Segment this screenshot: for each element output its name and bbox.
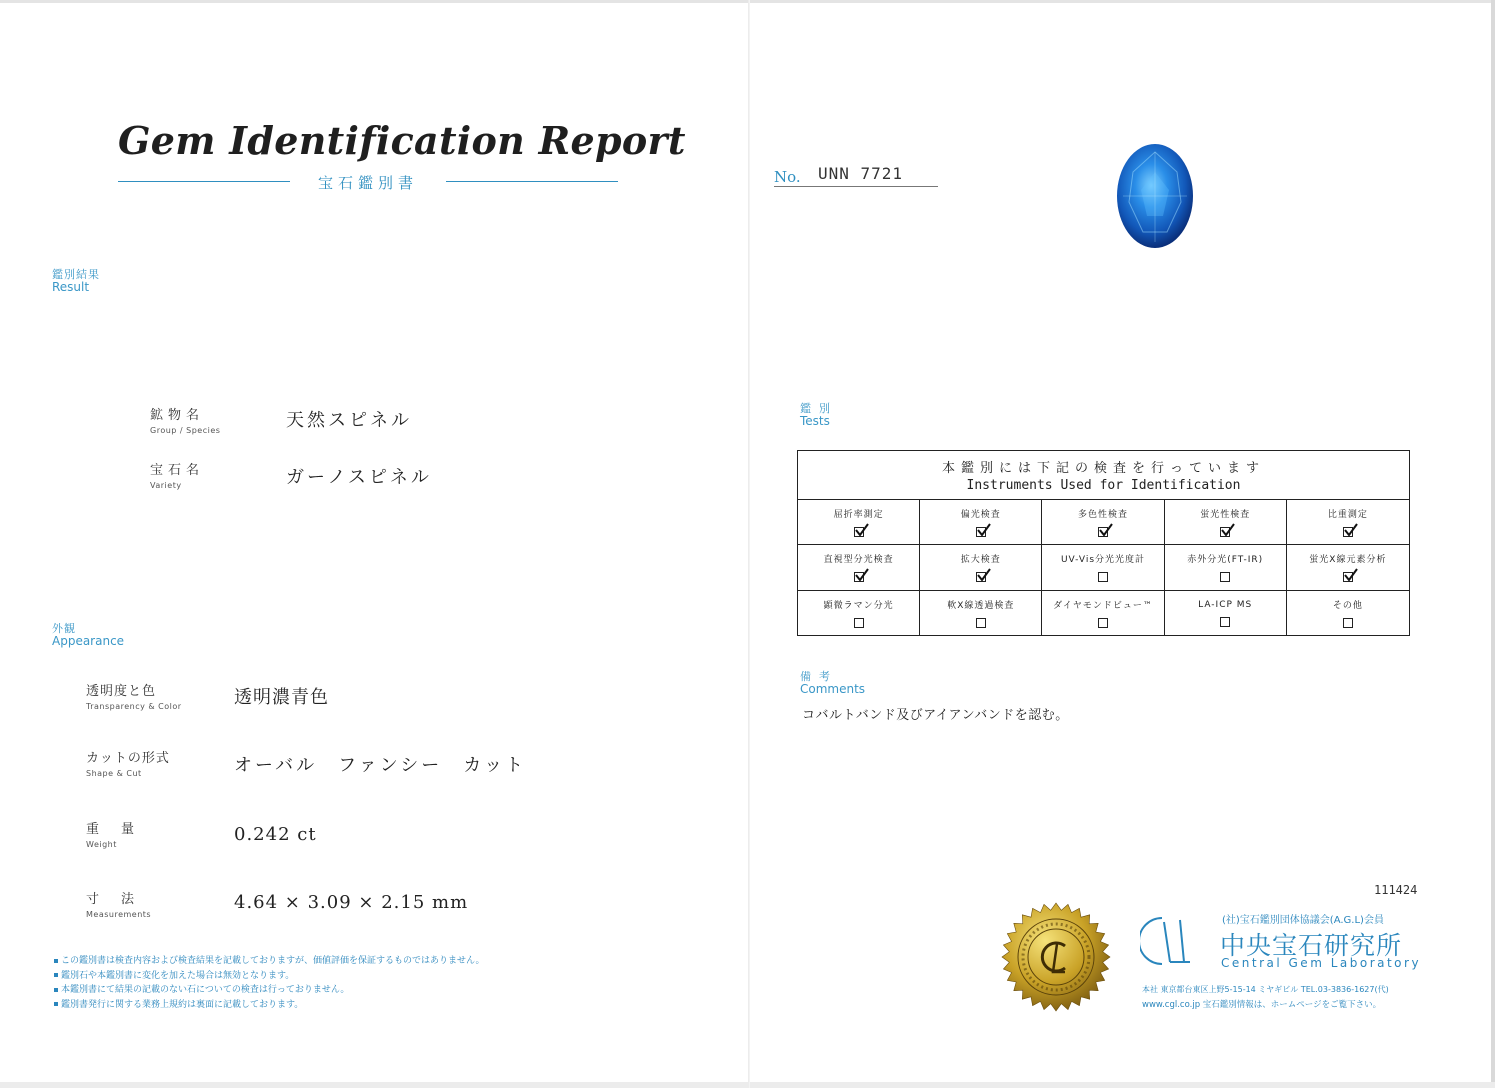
species-label — [150, 404, 220, 435]
result-section-label — [52, 268, 100, 294]
transparency-label — [86, 680, 182, 711]
test-cell — [1042, 591, 1164, 636]
lab-association: (社)宝石鑑別団体協議会(A.G.L)会員 — [1222, 915, 1384, 926]
test-name: 赤外分光(FT-IR) — [1187, 555, 1264, 566]
empty-checkbox-icon — [1220, 617, 1230, 627]
test-cell — [1042, 500, 1164, 545]
checked-checkbox-icon — [854, 572, 864, 582]
measurements-label-en: Measurements — [86, 910, 152, 919]
test-cell — [1165, 545, 1287, 590]
test-cell — [798, 545, 920, 590]
checked-checkbox-icon — [1343, 572, 1353, 582]
species-label-jp: 鉱物名 — [150, 408, 205, 423]
species-value: 天然スピネル — [286, 410, 412, 431]
cgl-logo-icon — [1140, 914, 1196, 968]
test-cell — [1287, 500, 1409, 545]
test-name: 多色性検査 — [1077, 510, 1128, 521]
report-title: Gem Identification Report — [118, 118, 686, 163]
tests-heading-jp: 本鑑別には下記の検査を行っています — [941, 461, 1265, 476]
checked-checkbox-icon — [976, 572, 986, 582]
report-subtitle-row — [118, 172, 618, 192]
empty-checkbox-icon — [1098, 618, 1108, 628]
test-cell — [798, 500, 920, 545]
report-subtitle: 宝石鑑別書 — [317, 174, 418, 192]
serial-number: 111424 — [1374, 883, 1418, 897]
test-cell — [920, 545, 1042, 590]
test-cell — [1287, 545, 1409, 590]
test-name: 顕微ラマン分光 — [823, 601, 894, 612]
appearance-label-jp: 外観 — [52, 622, 76, 635]
variety-label-en: Variety — [150, 481, 182, 490]
variety-value: ガーノスピネル — [286, 467, 432, 488]
tests-table — [797, 450, 1410, 636]
measurements-value: 4.64 × 3.09 × 2.15 mm — [234, 892, 469, 913]
species-label-en: Group / Species — [150, 426, 221, 435]
test-name: その他 — [1332, 601, 1363, 612]
test-name: 軟X線透過検査 — [947, 601, 1015, 612]
page-fold — [748, 0, 750, 1088]
disclaimer-note: 鑑別書発行に関する業務上規約は裏面に記載しております。 — [54, 998, 654, 1013]
empty-checkbox-icon — [1220, 572, 1230, 582]
test-name: 蛍光X線元素分析 — [1309, 555, 1387, 566]
shape-label — [86, 747, 170, 778]
lab-address: 本社 東京都台東区上野5-15-14 ミヤギビル TEL.03-3836-1627(代) — [1142, 985, 1389, 994]
test-name: 拡大検査 — [960, 555, 1001, 566]
tests-label-en: Tests — [800, 414, 830, 428]
checked-checkbox-icon — [1343, 527, 1353, 537]
transparency-label-en: Transparency & Color — [86, 702, 182, 711]
checked-checkbox-icon — [1220, 527, 1230, 537]
checked-checkbox-icon — [976, 527, 986, 537]
lab-name-jp: 中央宝石研究所 — [1220, 931, 1403, 960]
measurements-label-jp: 寸法 — [86, 892, 157, 907]
tests-grid — [798, 500, 1409, 636]
disclaimer-note: 鑑別石や本鑑別書に変化を加えた場合は無効となります。 — [54, 969, 654, 984]
shape-value: オーバル ファンシー カット — [234, 755, 527, 776]
test-name: 偏光検査 — [960, 510, 1001, 521]
comments-section-label — [800, 670, 865, 696]
test-cell — [1287, 591, 1409, 636]
result-label-jp: 鑑別結果 — [52, 268, 100, 281]
variety-label — [150, 459, 204, 490]
weight-label — [86, 818, 156, 849]
weight-value: 0.242 ct — [234, 824, 317, 845]
disclaimer-notes — [54, 954, 654, 1012]
report-number — [774, 164, 938, 187]
paper-right-edge — [1491, 0, 1495, 1088]
seal-emblem-icon — [1001, 902, 1111, 1012]
empty-checkbox-icon — [1343, 618, 1353, 628]
checked-checkbox-icon — [854, 527, 864, 537]
test-name: ダイヤモンドビュー™ — [1053, 601, 1153, 612]
comments-text: コバルトバンド及びアイアンバンドを認む。 — [802, 708, 1069, 723]
disclaimer-note: 本鑑別書にて結果の記載のない石についての検査は行っておりません。 — [54, 983, 654, 998]
weight-label-en: Weight — [86, 840, 117, 849]
transparency-value: 透明濃青色 — [234, 687, 329, 708]
test-cell — [1165, 591, 1287, 636]
tests-heading-en: Instruments Used for Identification — [966, 478, 1241, 493]
report-number-label: No. — [774, 168, 801, 186]
test-cell — [798, 591, 920, 636]
test-name: 蛍光性検査 — [1200, 510, 1251, 521]
measurements-label — [86, 888, 156, 919]
comments-label-en: Comments — [800, 682, 866, 696]
test-name: 屈折率測定 — [833, 510, 884, 521]
test-name: UV-Vis分光光度計 — [1060, 555, 1146, 566]
gem-photo — [1115, 142, 1195, 250]
checked-checkbox-icon — [1098, 527, 1108, 537]
subtitle-rule-right — [446, 181, 618, 182]
shape-label-en: Shape & Cut — [86, 769, 142, 778]
tests-label-jp: 鑑別 — [800, 402, 838, 415]
result-label-en: Result — [52, 280, 90, 294]
tests-table-header — [798, 451, 1409, 500]
appearance-label-en: Appearance — [52, 634, 125, 648]
weight-label-jp: 重量 — [86, 822, 157, 837]
empty-checkbox-icon — [854, 618, 864, 628]
lab-name-en: Central Gem Laboratory — [1221, 956, 1422, 970]
test-name: LA-ICP MS — [1198, 599, 1253, 610]
empty-checkbox-icon — [1098, 572, 1108, 582]
disclaimer-note: この鑑別書は検査内容および検査結果を記載しておりますが、価値評価を保証するものではありません。 — [54, 954, 654, 969]
test-cell — [1165, 500, 1287, 545]
lab-website: www.cgl.co.jp 宝石鑑別情報は、ホームページをご覧下さい。 — [1142, 1000, 1382, 1010]
report-number-value: UNN 7721 — [818, 164, 904, 183]
test-cell — [1042, 545, 1164, 590]
appearance-section-label — [52, 622, 124, 648]
tests-section-label — [800, 402, 838, 428]
test-cell — [920, 591, 1042, 636]
test-name: 比重測定 — [1327, 510, 1368, 521]
test-cell — [920, 500, 1042, 545]
test-name: 直視型分光検査 — [823, 555, 894, 566]
variety-label-jp: 宝石名 — [150, 463, 205, 478]
shape-label-jp: カットの形式 — [86, 751, 170, 766]
subtitle-rule-left — [118, 181, 290, 182]
empty-checkbox-icon — [976, 618, 986, 628]
transparency-label-jp: 透明度と色 — [86, 684, 157, 699]
comments-label-jp: 備考 — [800, 670, 838, 683]
